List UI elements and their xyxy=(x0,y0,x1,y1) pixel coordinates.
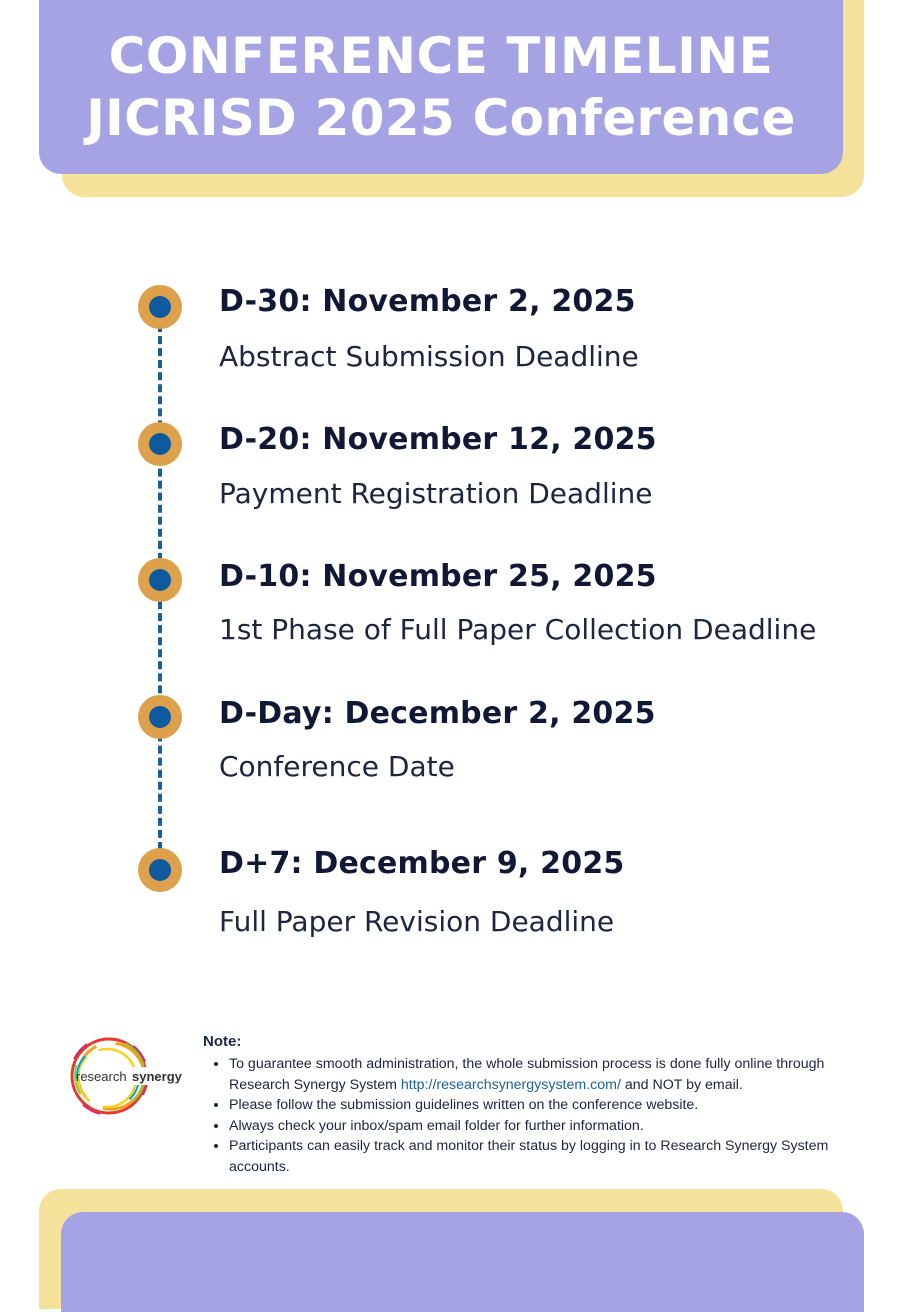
note-item-text: To guarantee smooth administration, the whole submission process is done fully online through Research Synergy System xyxy=(229,1056,825,1093)
milestone-description: Payment Registration Deadline xyxy=(219,477,653,510)
note-list xyxy=(203,1054,843,1177)
note-title: Note: xyxy=(203,1033,242,1050)
research-synergy-link[interactable]: http://researchsynergysystem.com/ xyxy=(400,1076,621,1093)
milestone-date: D-Day: December 2, 2025 xyxy=(219,696,656,731)
page-subtitle: JICRISD 2025 Conference xyxy=(86,89,796,147)
timeline-dot xyxy=(138,695,182,739)
note-section xyxy=(203,1033,843,1177)
logo-text-research: research xyxy=(76,1069,127,1084)
timeline-dot xyxy=(138,558,182,602)
milestone-date: D-30: November 2, 2025 xyxy=(219,284,636,319)
milestone-description: Abstract Submission Deadline xyxy=(219,340,639,373)
milestone-date: D-20: November 12, 2025 xyxy=(219,422,657,457)
note-item: • Always check your inbox/spam email folder for further information. xyxy=(229,1116,843,1137)
milestone-description: Conference Date xyxy=(219,750,455,783)
note-item xyxy=(229,1054,843,1095)
note-item: • Participants can easily track and monitor their status by logging in to Research Synergy System accounts. xyxy=(229,1136,843,1177)
milestone-description: 1st Phase of Full Paper Collection Deadline xyxy=(219,613,817,646)
timeline-dot xyxy=(138,422,182,466)
timeline-dot xyxy=(138,285,182,329)
milestone-date: D-10: November 25, 2025 xyxy=(219,559,657,594)
milestone-description: Full Paper Revision Deadline xyxy=(219,905,615,938)
research-synergy-logo xyxy=(55,1035,187,1117)
logo-text-synergy: synergy xyxy=(132,1069,182,1084)
note-item: • Please follow the submission guidelines written on the conference website. xyxy=(229,1095,843,1116)
footer-banner xyxy=(61,1212,864,1312)
note-item-text: and NOT by email. xyxy=(624,1076,743,1093)
page-title: CONFERENCE TIMELINE xyxy=(108,27,774,85)
header-banner xyxy=(39,0,843,174)
milestone-date: D+7: December 9, 2025 xyxy=(219,846,625,881)
timeline-dot xyxy=(138,848,182,892)
